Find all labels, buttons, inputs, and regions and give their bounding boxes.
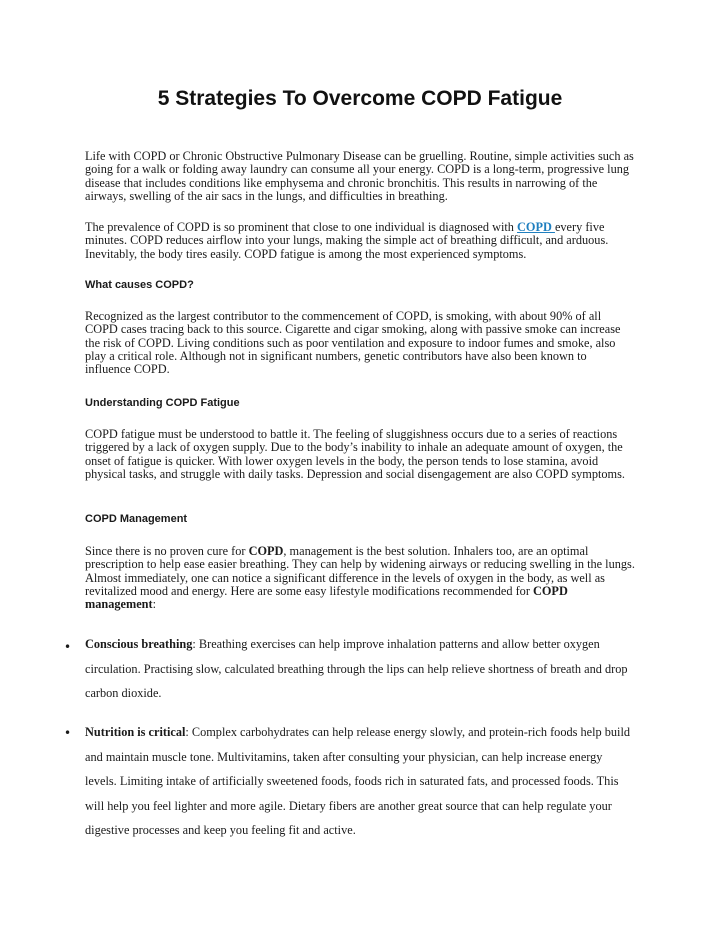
bullet-title: Nutrition is critical <box>85 725 186 739</box>
prevalence-text-after: every five minutes. COPD reduces airflow into your lungs, making the simple act of breathing difficult, and arduous. Inevitably, the body tires easily. COPD fatigue is among the most experienced symptoms. <box>85 220 609 261</box>
management-text-1: Since there is no proven cure for <box>85 544 249 558</box>
heading-what-causes: What causes COPD? <box>85 279 194 291</box>
heading-understanding-fatigue: Understanding COPD Fatigue <box>85 397 240 409</box>
prevalence-paragraph <box>85 221 635 261</box>
bullet-nutrition <box>85 720 637 843</box>
management-text-2: , management is the best solution. Inhalers too, are an optimal prescription to help ease easier breathing. They can help by widening airways or reducing swelling in the lungs. Almost immediately, one can notice a significant difference in the levels of oxygen in the body, as well as revitalized mood and energy. Here are some easy lifestyle modifications recommended for <box>85 544 635 598</box>
bullet-conscious-breathing <box>85 632 637 706</box>
management-text-3: : <box>152 597 157 612</box>
fatigue-paragraph: COPD fatigue must be understood to battle it. The feeling of sluggishness occurs due to a series of reactions triggered by a lack of oxygen supply. Due to the body’s inability to inhale an adequate amount of oxygen, the onset of fatigue is quicker. With lower oxygen levels in the body, the person tends to lose stamina, avoid physical tasks, and struggle with daily tasks. Depression and social disengagement are also COPD symptoms. <box>85 427 625 481</box>
heading-copd-management: COPD Management <box>85 513 188 525</box>
bullet-marker: • <box>64 640 72 654</box>
management-paragraph <box>85 545 635 611</box>
management-bold-copd-management: COPD management <box>85 583 568 612</box>
causes-paragraph: Recognized as the largest contributor to the commencement of COPD, is smoking, with about 90% of all COPD cases tracing back to this source. Cigarette and cigar smoking, along with passive smoke can increase the risk of COPD. Living conditions such as poor ventilation and exposure to indoor fumes and smoke, also play a critical role. Although not in significant numbers, genetic contributors have also been known to influence COPD. <box>85 309 621 377</box>
bullet-marker: • <box>64 726 72 740</box>
management-bold-copd: COPD <box>248 544 284 558</box>
page-title: 5 Strategies To Overcome COPD Fatigue <box>157 87 563 110</box>
bullet-title: Conscious breathing <box>85 637 193 651</box>
bullet-text: : Complex carbohydrates can help release energy slowly, and protein-rich foods help build and maintain muscle tone. Multivitamins, taken after consulting your physician, can help increase energy levels. Limiting intake of artificially sweetened foods, foods rich in saturated fats, and processed foods. This will help you feel lighter and more agile. Dietary fibers are another great source that can help regulate your digestive processes and keep you feeling fit and active. <box>85 725 631 838</box>
copd-link[interactable]: COPD <box>517 220 555 234</box>
bullet-text: : Breathing exercises can help improve inhalation patterns and allow better oxygen circulation. Practising slow, calculated breathing through the lips can help relieve shortness of breath and drop carbon dioxide. <box>85 637 628 701</box>
prevalence-text-before: The prevalence of COPD is so prominent that close to one individual is diagnosed with <box>85 220 518 234</box>
intro-paragraph: Life with COPD or Chronic Obstructive Pulmonary Disease can be gruelling. Routine, simple activities such as going for a walk or folding away laundry can consume all your energy. COPD is a long-term, progressive lung disease that includes conditions like emphysema and chronic bronchitis. This results in narrowing of the airways, swelling of the air sacs in the lungs, and difficulties in breathing. <box>85 149 634 203</box>
